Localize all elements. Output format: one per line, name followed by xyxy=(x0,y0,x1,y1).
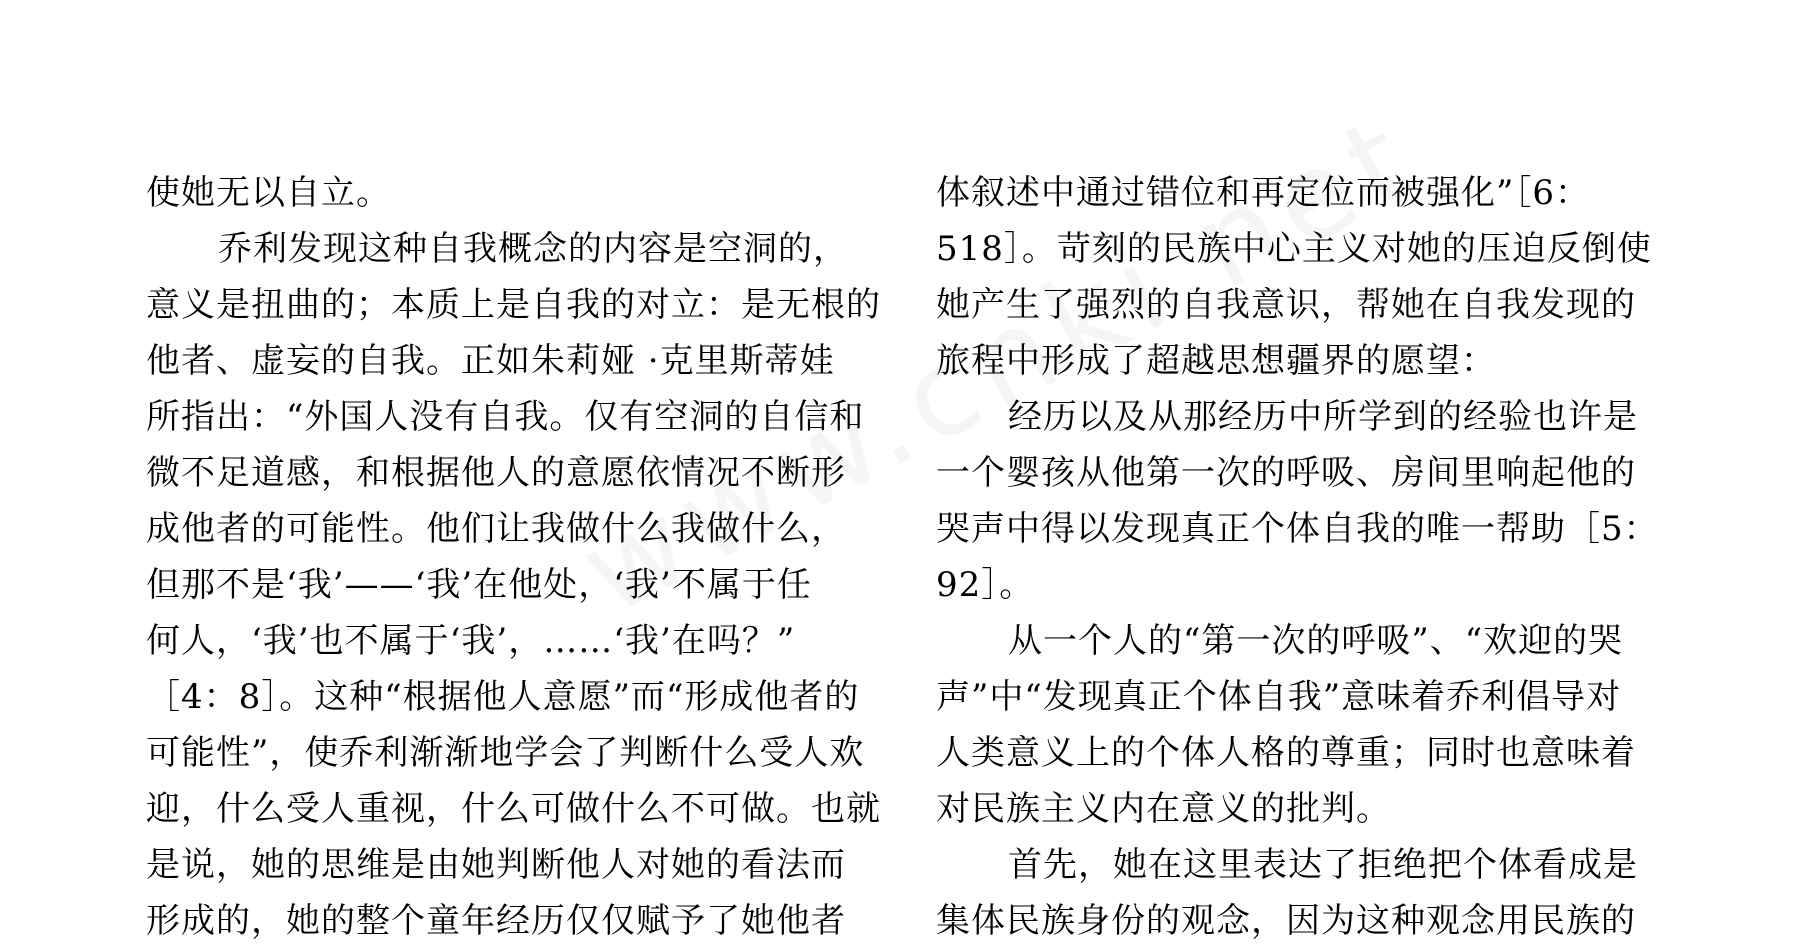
text-line: 518］。苛刻的民族中心主义对她的压迫反倒使 xyxy=(936,229,1652,269)
text-line: 何人，‘我’也不属于‘我’，……‘我’在吗？” xyxy=(146,621,796,661)
text-line: 体叙述中通过错位和再定位而被强化”［6： xyxy=(936,173,1591,213)
text-line: 旅程中形成了超越思想疆界的愿望： xyxy=(936,341,1496,381)
block-quote-line: 经历以及从那经历中所学到的经验也许是 xyxy=(1008,397,1638,437)
right-column xyxy=(936,165,1661,949)
text-line: 但那不是‘我’——‘我’在他处，‘我’不属于任 xyxy=(146,565,812,605)
text-line: 对民族主义内在意义的批判。 xyxy=(936,789,1391,829)
text-line: 意义是扭曲的；本质上是自我的对立：是无根的 xyxy=(146,285,881,325)
text-line: 使她无以自立。 xyxy=(146,173,391,213)
text-line: 所指出：“外国人没有自我。仅有空洞的自信和 xyxy=(146,397,865,437)
text-line: ［4：8］。这种“根据他人意愿”而“形成他者的 xyxy=(146,677,860,717)
text-line: 微不足道感，和根据他人的意愿依情况不断形 xyxy=(146,453,846,493)
block-quote-line: 一个婴孩从他第一次的呼吸、房间里响起他的 xyxy=(936,453,1636,493)
text-line: 声”中“发现真正个体自我”意味着乔利倡导对 xyxy=(936,677,1622,717)
paragraph-start-line: 乔利发现这种自我概念的内容是空洞的， xyxy=(218,229,848,269)
text-line: 迎，什么受人重视，什么可做什么不可做。也就 xyxy=(146,789,881,829)
text-line: 她产生了强烈的自我意识，帮她在自我发现的 xyxy=(936,285,1636,325)
left-column xyxy=(146,165,881,949)
text-line: 集体民族身份的观念，因为这种观念用民族的 xyxy=(936,901,1636,941)
paragraph-start-line: 首先，她在这里表达了拒绝把个体看成是 xyxy=(1008,845,1638,885)
text-line: 人类意义上的个体人格的尊重；同时也意味着 xyxy=(936,733,1636,773)
text-line: 他者、虚妄的自我。正如朱莉娅 ·克里斯蒂娃 xyxy=(146,341,835,381)
paragraph-start-line: 从一个人的“第一次的呼吸”、“欢迎的哭 xyxy=(1008,621,1624,661)
text-line: 形成的，她的整个童年经历仅仅赋予了她他者 xyxy=(146,901,846,941)
text-line: 可能性”，使乔利渐渐地学会了判断什么受人欢 xyxy=(146,733,865,773)
block-quote-line: 92］。 xyxy=(936,565,1035,605)
block-quote-line: 哭声中得以发现真正个体自我的唯一帮助［5： xyxy=(936,509,1659,549)
text-line: 是说，她的思维是由她判断他人对她的看法而 xyxy=(146,845,846,885)
text-line: 成他者的可能性。他们让我做什么我做什么， xyxy=(146,509,846,549)
